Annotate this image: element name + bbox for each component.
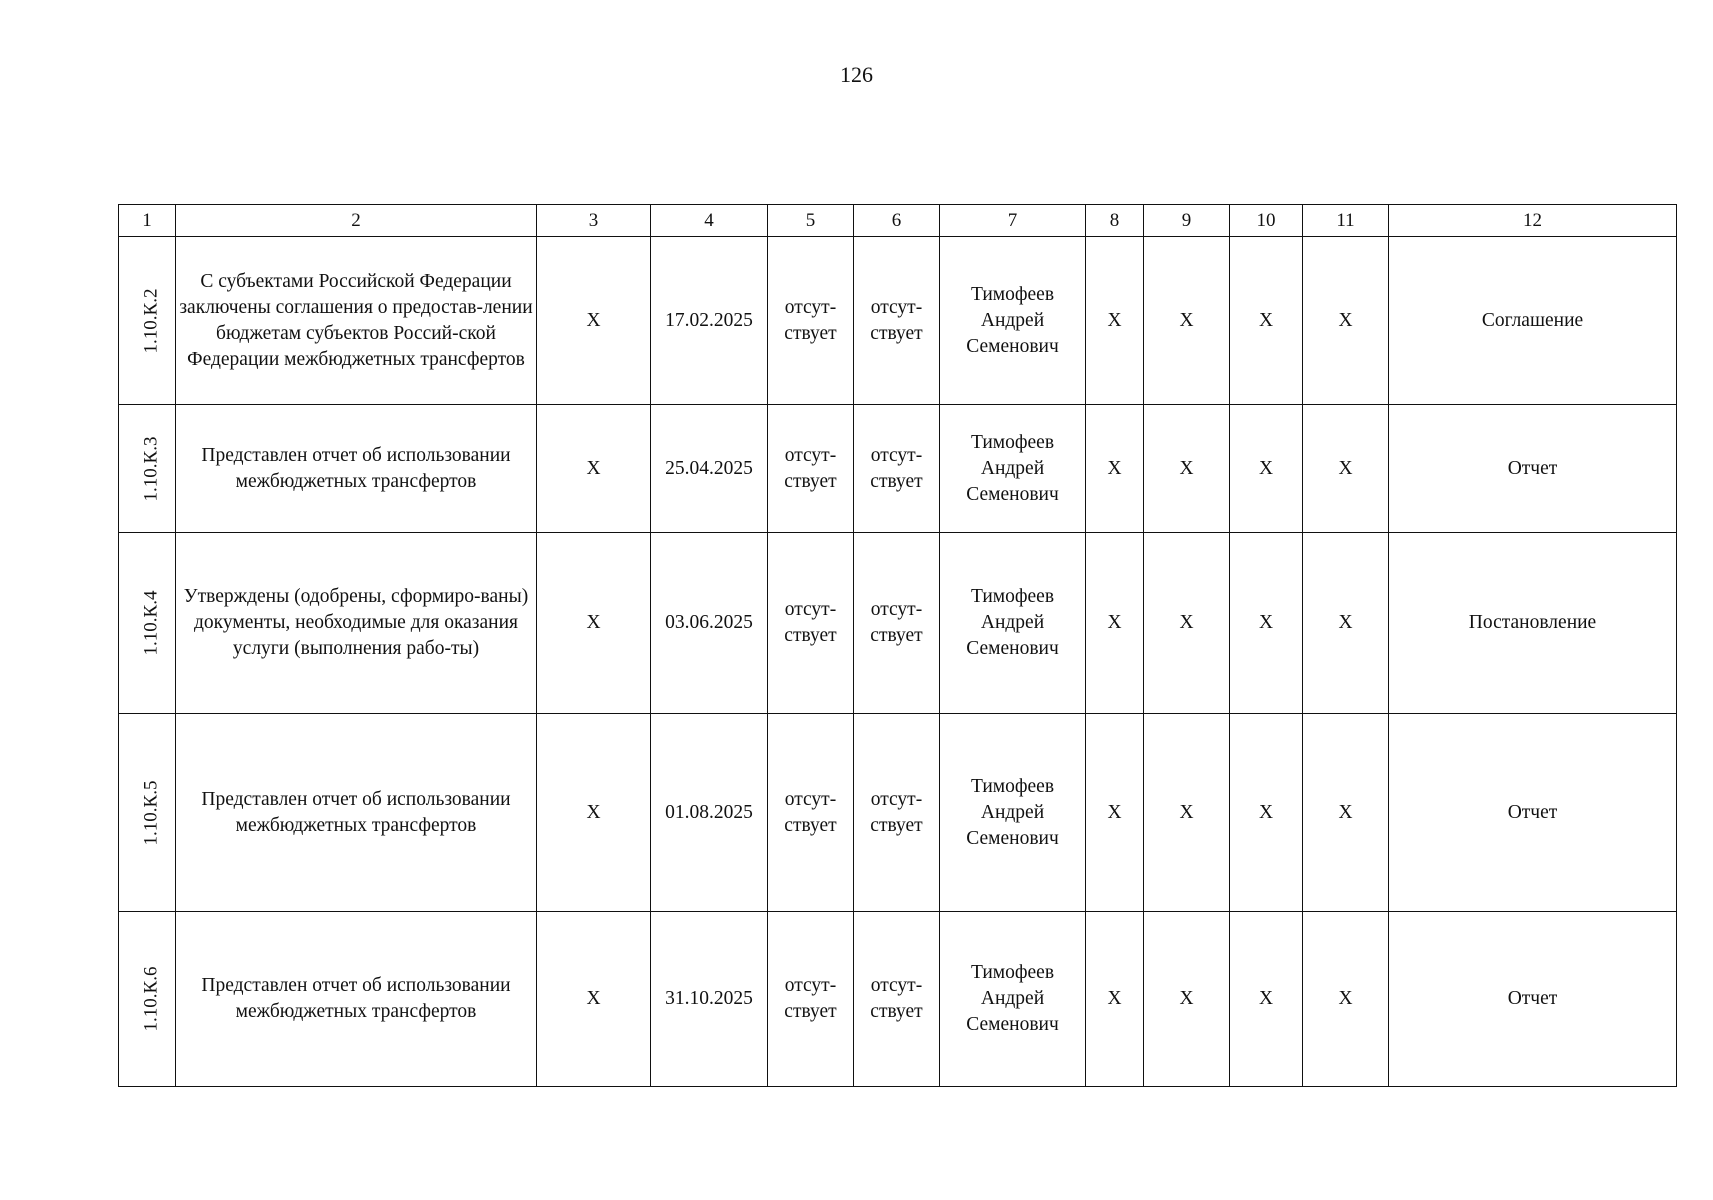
column-header: 6 [854, 205, 940, 237]
row-description: Представлен отчет об использовании межбюджетных трансфертов [176, 714, 537, 912]
table-row [119, 405, 1677, 533]
row-cell-5: отсут-ствует [768, 912, 854, 1087]
row-description: Утверждены (одобрены, сформиро-ваны) документы, необходимые для оказания услуги (выполнения рабо-ты) [176, 533, 537, 714]
row-responsible-person: Тимофеев Андрей Семенович [940, 405, 1086, 533]
row-cell-8: Х [1086, 237, 1144, 405]
table-row [119, 912, 1677, 1087]
row-code: 1.10.К.2 [140, 288, 162, 353]
column-header: 4 [651, 205, 768, 237]
row-date: 31.10.2025 [651, 912, 768, 1087]
row-cell-6: отсут-ствует [854, 533, 940, 714]
column-header: 11 [1303, 205, 1389, 237]
row-code: 1.10.К.3 [140, 436, 162, 501]
row-code: 1.10.К.5 [140, 780, 162, 845]
row-description: С субъектами Российской Федерации заключены соглашения о предостав-лении бюджетам субъектов Россий-ской Федерации межбюджетных трансфертов [176, 237, 537, 405]
column-header: 8 [1086, 205, 1144, 237]
row-date: 01.08.2025 [651, 714, 768, 912]
row-cell-10: Х [1230, 533, 1303, 714]
row-cell-8: Х [1086, 912, 1144, 1087]
column-header: 7 [940, 205, 1086, 237]
column-header: 10 [1230, 205, 1303, 237]
row-date: 17.02.2025 [651, 237, 768, 405]
row-cell-9: Х [1144, 912, 1230, 1087]
row-cell-11: Х [1303, 533, 1389, 714]
row-cell-9: Х [1144, 405, 1230, 533]
row-cell-10: Х [1230, 405, 1303, 533]
row-document-type: Соглашение [1389, 237, 1677, 405]
row-cell-3: Х [537, 714, 651, 912]
row-cell-11: Х [1303, 912, 1389, 1087]
table-row [119, 533, 1677, 714]
page-number: 126 [840, 62, 873, 87]
row-cell-10: Х [1230, 237, 1303, 405]
row-date: 03.06.2025 [651, 533, 768, 714]
row-cell-8: Х [1086, 533, 1144, 714]
row-cell-9: Х [1144, 533, 1230, 714]
table-row [119, 714, 1677, 912]
row-cell-3: Х [537, 237, 651, 405]
column-header: 1 [119, 205, 176, 237]
column-header: 9 [1144, 205, 1230, 237]
row-responsible-person: Тимофеев Андрей Семенович [940, 533, 1086, 714]
row-cell-6: отсут-ствует [854, 912, 940, 1087]
row-responsible-person: Тимофеев Андрей Семенович [940, 912, 1086, 1087]
row-code-cell [119, 912, 176, 1087]
row-cell-3: Х [537, 912, 651, 1087]
row-cell-5: отсут-ствует [768, 533, 854, 714]
row-cell-11: Х [1303, 405, 1389, 533]
row-code-cell [119, 714, 176, 912]
row-code-cell [119, 533, 176, 714]
row-code-cell [119, 237, 176, 405]
row-responsible-person: Тимофеев Андрей Семенович [940, 237, 1086, 405]
column-header: 12 [1389, 205, 1677, 237]
row-description: Представлен отчет об использовании межбюджетных трансфертов [176, 912, 537, 1087]
row-code: 1.10.К.4 [140, 590, 162, 656]
row-cell-3: Х [537, 405, 651, 533]
row-cell-9: Х [1144, 237, 1230, 405]
row-document-type: Постановление [1389, 533, 1677, 714]
row-cell-5: отсут-ствует [768, 237, 854, 405]
row-cell-8: Х [1086, 714, 1144, 912]
row-document-type: Отчет [1389, 714, 1677, 912]
control-points-table [118, 204, 1677, 1087]
row-cell-10: Х [1230, 912, 1303, 1087]
column-header: 3 [537, 205, 651, 237]
row-cell-3: Х [537, 533, 651, 714]
row-cell-11: Х [1303, 237, 1389, 405]
table-row [119, 237, 1677, 405]
row-cell-5: отсут-ствует [768, 714, 854, 912]
row-cell-9: Х [1144, 714, 1230, 912]
row-cell-10: Х [1230, 714, 1303, 912]
row-cell-11: Х [1303, 714, 1389, 912]
row-code: 1.10.К.6 [140, 966, 162, 1032]
column-header: 5 [768, 205, 854, 237]
row-date: 25.04.2025 [651, 405, 768, 533]
row-cell-6: отсут-ствует [854, 405, 940, 533]
table-header-row [119, 205, 1677, 237]
row-responsible-person: Тимофеев Андрей Семенович [940, 714, 1086, 912]
column-header: 2 [176, 205, 537, 237]
row-document-type: Отчет [1389, 912, 1677, 1087]
row-code-cell [119, 405, 176, 533]
row-cell-8: Х [1086, 405, 1144, 533]
row-cell-6: отсут-ствует [854, 714, 940, 912]
row-document-type: Отчет [1389, 405, 1677, 533]
row-description: Представлен отчет об использовании межбюджетных трансфертов [176, 405, 537, 533]
row-cell-5: отсут-ствует [768, 405, 854, 533]
row-cell-6: отсут-ствует [854, 237, 940, 405]
